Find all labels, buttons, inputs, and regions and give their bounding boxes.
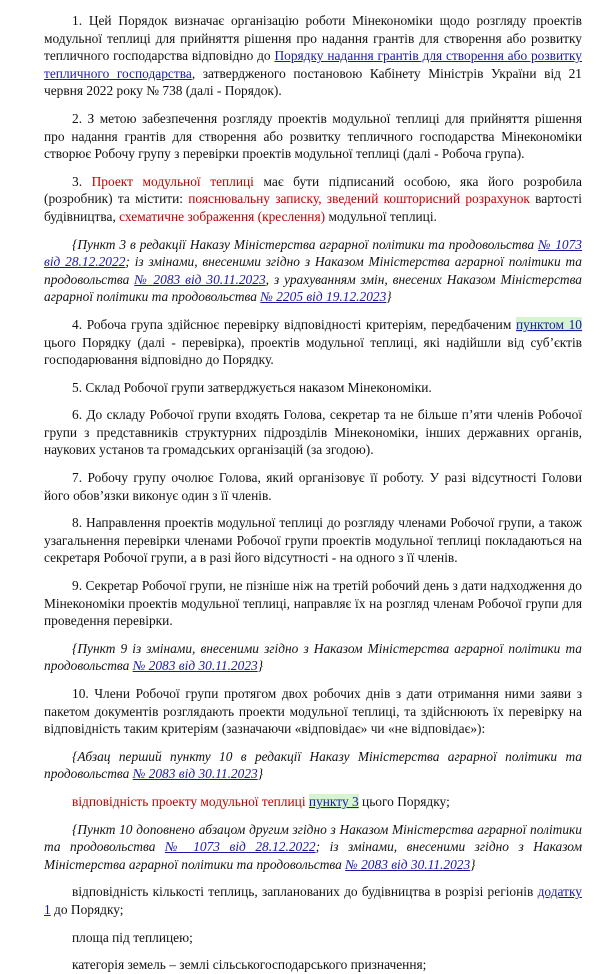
document-reference-link[interactable]: пунктом 10 [515,316,582,332]
paragraph-text: 7. Робочу групу очолює Голова, який організовує її роботу. У разі відсутності Голови його обов’язки виконує один з її членів. [44,470,582,503]
paragraph-text: цього Порядку (далі - перевірка), проектів модульної теплиці, які надійшли від суб’єктів господарювання відповідно до Порядку. [44,334,582,368]
document-reference-link[interactable]: додатку 1 [44,884,582,917]
document-reference-link[interactable]: пункту 3 [308,793,359,809]
document-paragraph [44,956,582,974]
document-paragraph [44,793,582,811]
paragraph-text: до Порядку; [50,901,124,917]
paragraph-text: } [257,766,264,782]
document-paragraph [44,316,582,369]
paragraph-text: площа під теплицею; [72,929,193,945]
paragraph-text: 2. З метою забезпечення розгляду проектів модульної теплиці для прийняття рішення про надання грантів для створення або розвитку тепличного господарства Мінекономіки створює Робочу групу з перевірки проектів модульної теплиці (далі - Робоча група). [44,110,582,162]
highlighted-term: Проект модульної теплиці [91,173,254,189]
amendment-note [44,821,582,874]
paragraph-text: 5. Склад Робочої групи затверджується наказом Мінекономіки. [72,379,432,395]
paragraph-text: 3. [72,173,92,189]
highlighted-term: схематичне зображення (креслення) [119,208,326,224]
paragraph-text: 6. До складу Робочої групи входять Голова, секретар та не більше п’яти членів Робочої групи з представників структурних підрозділів Мінекономіки, інших державних органів, наукових установ та громадських організацій (за згодою). [44,407,582,458]
paragraph-text: модульної теплиці. [325,208,437,224]
paragraph-text: {Пункт 9 із змінами, внесеними згідно з Наказом Міністерства аграрної політики та продовольства [44,640,582,674]
paragraph-text: ; із змінами, внесеними згідно з Наказом Міністерства аграрної політики та продовольства [44,254,582,287]
paragraph-text: , затвердженого постановою Кабінету Міністрів України від 21 червня 2022 року № 738 (далі - Порядок). [44,65,582,99]
document-paragraph [44,406,582,459]
paragraph-text: вартості будівництва, [44,191,582,224]
document-reference-link[interactable]: № 2205 від 19.12.2023 [260,289,387,305]
document-paragraph [44,379,582,397]
highlighted-term: пояснювальну записку, зведений кошторисний розрахунок [188,191,530,207]
paragraph-text: має бути підписаний особою, яка його розробила (розробник) та містити: [44,173,582,207]
document-reference-link[interactable]: № 2083 від 30.11.2023 [132,658,258,674]
document-paragraph [44,469,582,504]
paragraph-text: 9. Секретар Робочої групи, не пізніше ніж на третій робочий день з дати надходження до Мінекономіки проектів модульної теплиці, направляє їх на розгляд членам Робочої групи для проведення перевірки. [44,578,582,629]
highlighted-term: відповідність проекту модульної теплиці [72,793,306,809]
document-reference-link[interactable]: Порядку надання грантів для створення або розвитку тепличного господарства [44,48,582,81]
document-paragraph [44,12,582,100]
paragraph-text: } [470,856,476,872]
paragraph-text: ; із змінами, внесеними згідно з Наказом Міністерства аграрної політики та продовольства [44,839,582,872]
document-paragraph [44,685,582,738]
paragraph-text: 4. Робоча група здійснює перевірку відповідності критеріям, передбаченим [72,316,516,332]
document-paragraph [44,577,582,630]
paragraph-text: 8. Направлення проектів модульної теплиці до розгляду членами Робочої групи, а також узагальнення перевірки членами Робочої групи проектів модульної теплиці покладаються на секретаря Робочої групи, а в разі його відсутності - на одного з її членів. [44,515,582,566]
document-paragraph [44,929,582,947]
document-reference-link[interactable]: № 1073 від 28.12.2022 [164,839,316,855]
paragraph-text: відповідність кількості теплиць, запланованих до будівництва в розрізі регіонів [72,884,538,900]
amendment-note [44,748,582,783]
paragraph-text: 1. Цей Порядок визначає організацію роботи Мінекономіки щодо розгляду проектів модульної теплиці для прийняття рішення про надання грантів для створення або розвитку тепличного господарства відповідно до [44,13,582,64]
document-paragraph [44,514,582,567]
document-reference-link[interactable]: № 1073 від 28.12.2022 [44,236,582,270]
paragraph-text: 10. Члени Робочої групи протягом двох робочих днів з дати отримання ними заяви з пакетом документів розглядають проекти модульної теплиці, та здійснюють їх перевірку на відповідність таким критеріям (зазначаючи «відповідає» чи «не відповідає»): [44,686,582,737]
document-reference-link[interactable]: № 2083 від 30.11.2023 [134,271,266,287]
paragraph-text: } [386,289,392,305]
amendment-note [44,236,582,306]
amendment-note [44,640,582,675]
paragraph-text: {Абзац перший пункту 10 в редакції Наказу Міністерства аграрної політики та продовольства [44,748,582,782]
paragraph-text: {Пункт 10 доповнено абзацом другим згідно з Наказом Міністерства аграрної політики та продовольства [44,821,582,855]
paragraph-text: } [257,658,264,674]
document-paragraph [44,883,582,918]
document-paragraph [44,173,582,226]
document-reference-link[interactable]: № 2083 від 30.11.2023 [132,766,258,782]
paragraph-text: цього Порядку; [358,793,450,809]
paragraph-text: {Пункт 3 в редакції Наказу Міністерства аграрної політики та продовольства [72,236,539,252]
paragraph-text: категорія земель – землі сільськогосподарського призначення; [72,957,427,973]
document-paragraph [44,110,582,163]
paragraph-text: , з урахуванням змін, внесених Наказом Міністерства аграрної політики та продовольства [44,271,583,305]
document-reference-link[interactable]: № 2083 від 30.11.2023 [345,856,471,872]
